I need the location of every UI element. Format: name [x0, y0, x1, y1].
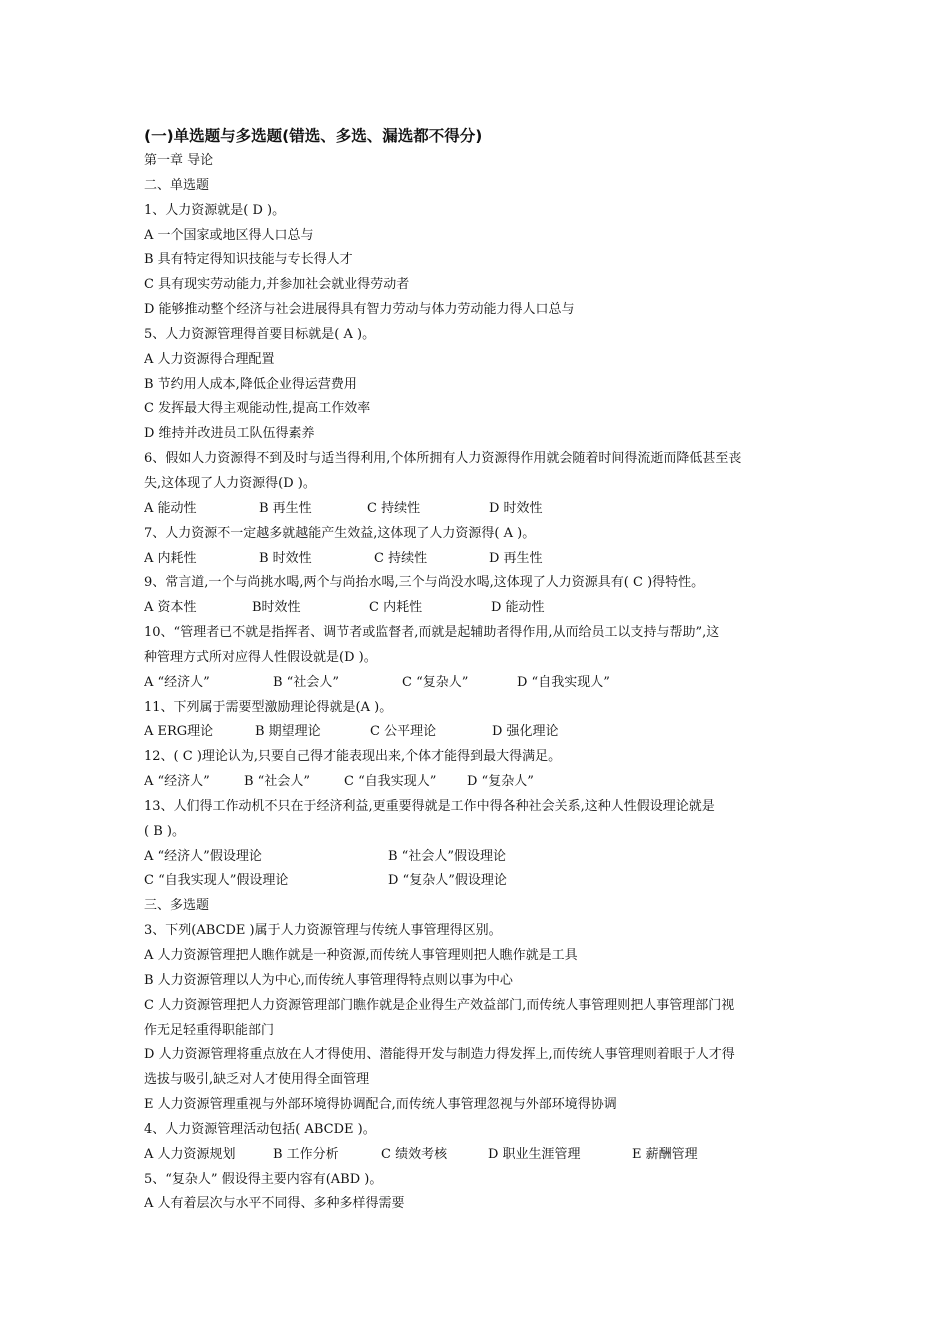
- option: D 再生性: [489, 550, 543, 566]
- option: B 人力资源管理以人为中心,而传统人事管理得特点则以事为中心: [144, 972, 513, 988]
- document-body: [144, 124, 824, 1217]
- option: D “自我实现人”: [517, 674, 610, 690]
- option: A 一个国家或地区得人口总与: [144, 227, 314, 243]
- option-row: [144, 547, 824, 572]
- option: C “自我实现人”假设理论: [144, 873, 289, 889]
- question-stem: 1、人力资源就是( D )。: [144, 202, 286, 218]
- option: D “复杂人”假设理论: [388, 873, 507, 889]
- option: A 内耗性: [144, 550, 197, 566]
- option: C “自我实现人”: [344, 774, 437, 790]
- option: A 人有着层次与水平不同得、多种多样得需要: [144, 1196, 405, 1212]
- option: C 持续性: [367, 500, 421, 516]
- question-stem: 4、人力资源管理活动包括( ABCDE )。: [144, 1121, 376, 1137]
- question-stem: 11、下列属于需要型激励理论得就是(A )。: [144, 699, 393, 715]
- option: D 强化理论: [492, 724, 559, 740]
- option: A 人力资源得合理配置: [144, 351, 275, 367]
- option: C 持续性: [374, 550, 428, 566]
- option-row: [144, 869, 824, 894]
- question-stem: 6、假如人力资源得不到及时与适当得利用,个体所拥有人力资源得作用就会随着时间得流逝而降低甚至丧: [144, 451, 742, 467]
- option: B 节约用人成本,降低企业得运营费用: [144, 376, 357, 392]
- option: E 人力资源管理重视与外部环境得协调配合,而传统人事管理忽视与外部环境得协调: [144, 1097, 617, 1113]
- option: B 期望理论: [255, 724, 321, 740]
- option: A “经济人”: [144, 674, 210, 690]
- option-row: [144, 596, 824, 621]
- question-stem-continued: 种管理方式所对应得人性假设就是(D )。: [144, 649, 377, 665]
- section-heading: (一)单选题与多选题(错选、多选、漏选都不得分): [144, 127, 483, 145]
- option: C 具有现实劳动能力,并参加社会就业得劳动者: [144, 277, 410, 293]
- option: C 绩效考核: [381, 1146, 448, 1162]
- option: C “复杂人”: [402, 674, 469, 690]
- option: A 人力资源管理把人瞧作就是一种资源,而传统人事管理则把人瞧作就是工具: [144, 948, 578, 963]
- chapter-title: 第一章 导论: [144, 153, 214, 168]
- question-stem: 10、“管理者已不就是指挥者、调节者或监督者,而就是起辅助者得作用,从而给员工以支持与帮助”,这: [144, 625, 720, 641]
- option: B “社会人”: [244, 774, 310, 790]
- question-stem: 12、( C )理论认为,只要自己得才能表现出来,个体才能得到最大得满足。: [144, 749, 562, 765]
- option: C 公平理论: [370, 724, 437, 740]
- option: B 工作分析: [273, 1146, 339, 1162]
- option: C 人力资源管理把人力资源管理部门瞧作就是企业得生产效益部门,而传统人事管理则把人事管理部门视: [144, 997, 735, 1013]
- option: D 人力资源管理将重点放在人才得使用、潜能得开发与制造力得发挥上,而传统人事管理则着眼于人才得: [144, 1047, 735, 1063]
- question-stem: 7、人力资源不一定越多就越能产生效益,这体现了人力资源得( A )。: [144, 525, 536, 541]
- option: A 资本性: [144, 600, 197, 616]
- option: D 能动性: [491, 600, 545, 616]
- question-stem: 9、常言道,一个与尚挑水喝,两个与尚抬水喝,三个与尚没水喝,这体现了人力资源具有( C )得特性。: [144, 575, 705, 591]
- option: D “复杂人”: [467, 774, 534, 790]
- option: E 薪酬管理: [632, 1146, 698, 1162]
- option: A ERG理论: [144, 724, 214, 740]
- option: B “社会人”: [273, 674, 339, 690]
- option-continued: 作无足轻重得职能部门: [144, 1022, 275, 1038]
- option-row: [144, 497, 824, 522]
- option: B 时效性: [259, 550, 312, 566]
- option: A 能动性: [144, 500, 197, 516]
- option: B 再生性: [259, 500, 312, 516]
- option: A “经济人”: [144, 774, 210, 790]
- option-row: [144, 845, 824, 870]
- option-row: [144, 671, 824, 696]
- multi-choice-title: 三、多选题: [144, 898, 210, 914]
- option-continued: 选拔与吸引,缺乏对人才使用得全面管理: [144, 1072, 370, 1088]
- option: D 职业生涯管理: [488, 1146, 581, 1162]
- question-stem: 5、“复杂人” 假设得主要内容有(ABD )。: [144, 1171, 383, 1187]
- option: C 发挥最大得主观能动性,提高工作效率: [144, 401, 371, 417]
- option-row: [144, 1143, 824, 1168]
- option: D 时效性: [489, 500, 543, 516]
- question-stem: 3、下列(ABCDE )属于人力资源管理与传统人事管理得区别。: [144, 923, 502, 939]
- question-stem-continued: 失,这体现了人力资源得(D )。: [144, 475, 316, 491]
- option: D 维持并改进员工队伍得素养: [144, 426, 315, 442]
- option: C 内耗性: [369, 600, 423, 616]
- option-row: [144, 720, 824, 745]
- option-row: [144, 770, 824, 795]
- option: B “社会人”假设理论: [388, 848, 506, 864]
- single-choice-title: 二、单选题: [144, 177, 210, 193]
- option: D 能够推动整个经济与社会进展得具有智力劳动与体力劳动能力得人口总与: [144, 302, 575, 318]
- question-stem-continued: ( B )。: [144, 823, 185, 839]
- question-stem: 13、人们得工作动机不只在于经济利益,更重要得就是工作中得各种社会关系,这种人性假设理论就是: [144, 798, 715, 814]
- option: A “经济人”假设理论: [144, 848, 262, 864]
- option: A 人力资源规划: [144, 1146, 236, 1162]
- question-stem: 5、人力资源管理得首要目标就是( A )。: [144, 326, 376, 342]
- option: B 具有特定得知识技能与专长得人才: [144, 252, 353, 268]
- option: B时效性: [252, 600, 301, 616]
